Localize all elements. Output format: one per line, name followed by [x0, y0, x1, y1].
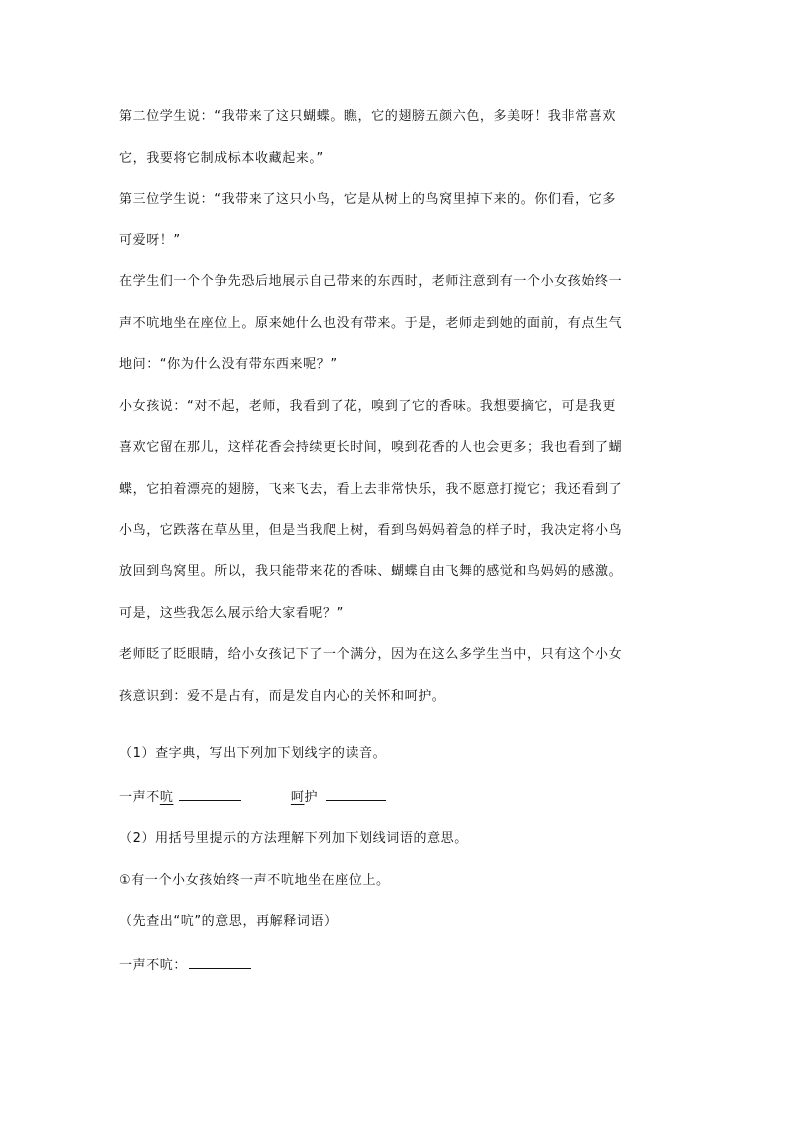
question-2-hint: （先查出“吭”的意思，再解释词语）: [119, 914, 338, 929]
question-2-answer-row: [119, 956, 251, 975]
story-line: 在学生们一个个争先恐后地展示自己带来的东西时，老师注意到有一个小女孩始终一: [119, 274, 623, 289]
answer-label: 一声不吭：: [119, 958, 188, 973]
story-line: 小女孩说：“对不起，老师，我看到了花，嗅到了它的香味。我想要摘它，可是我更: [119, 399, 616, 414]
word2-suffix: 护: [304, 790, 319, 805]
question-1-label: （1）查字典，写出下列加下划线字的读音。: [119, 746, 387, 761]
story-line: 可是，这些我怎么展示给大家看呢？”: [119, 606, 344, 621]
story-line: 蝶，它拍着漂亮的翅膀，飞来飞去，看上去非常快乐，我不愿意打搅它；我还看到了: [119, 482, 623, 497]
question-2-sentence: ①有一个小女孩始终一声不吭地坐在座位上。: [119, 873, 390, 888]
story-line: 可爱呀！”: [119, 233, 181, 248]
word1-prefix: 一声不: [119, 790, 160, 805]
story-line: 第二位学生说：“我带来了这只蝴蝶。瞧，它的翅膀五颜六色，多美呀！我非常喜欢: [119, 109, 616, 124]
word1-underlined-char: 吭: [159, 790, 174, 805]
word2-underlined-char: 呵: [290, 790, 305, 805]
pinyin-blank-2[interactable]: [326, 788, 386, 801]
question-1-answer-row: [119, 788, 386, 807]
story-line: 孩意识到：爱不是占有，而是发自内心的关怀和呵护。: [119, 689, 446, 704]
story-line: 声不吭地坐在座位上。原来她什么也没有带来。于是，老师走到她的面前，有点生气: [119, 316, 623, 331]
story-line: 放回到鸟窝里。所以，我只能带来花的香味、蝴蝶自由飞舞的感觉和鸟妈妈的感激。: [119, 564, 623, 579]
question-2-label: （2）用括号里提示的方法理解下列加下划线词语的意思。: [119, 831, 468, 846]
story-line: 小鸟，它跌落在草丛里，但是当我爬上树，看到鸟妈妈着急的样子时，我决定将小鸟: [119, 523, 623, 538]
answer-blank[interactable]: [189, 956, 251, 969]
story-line: 喜欢它留在那儿，这样花香会持续更长时间，嗅到花香的人也会更多；我也看到了蝴: [119, 440, 623, 455]
pinyin-blank-1[interactable]: [179, 788, 241, 801]
story-line: 它，我要将它制成标本收藏起来。”: [119, 151, 324, 166]
story-line: 老师眨了眨眼睛，给小女孩记下了一个满分，因为在这么多学生当中，只有这个小女: [119, 647, 623, 662]
story-line: 地问：“你为什么没有带东西来呢？”: [119, 357, 338, 372]
story-line: 第三位学生说：“我带来了这只小鸟，它是从树上的鸟窝里掉下来的。你们看，它多: [119, 192, 616, 207]
